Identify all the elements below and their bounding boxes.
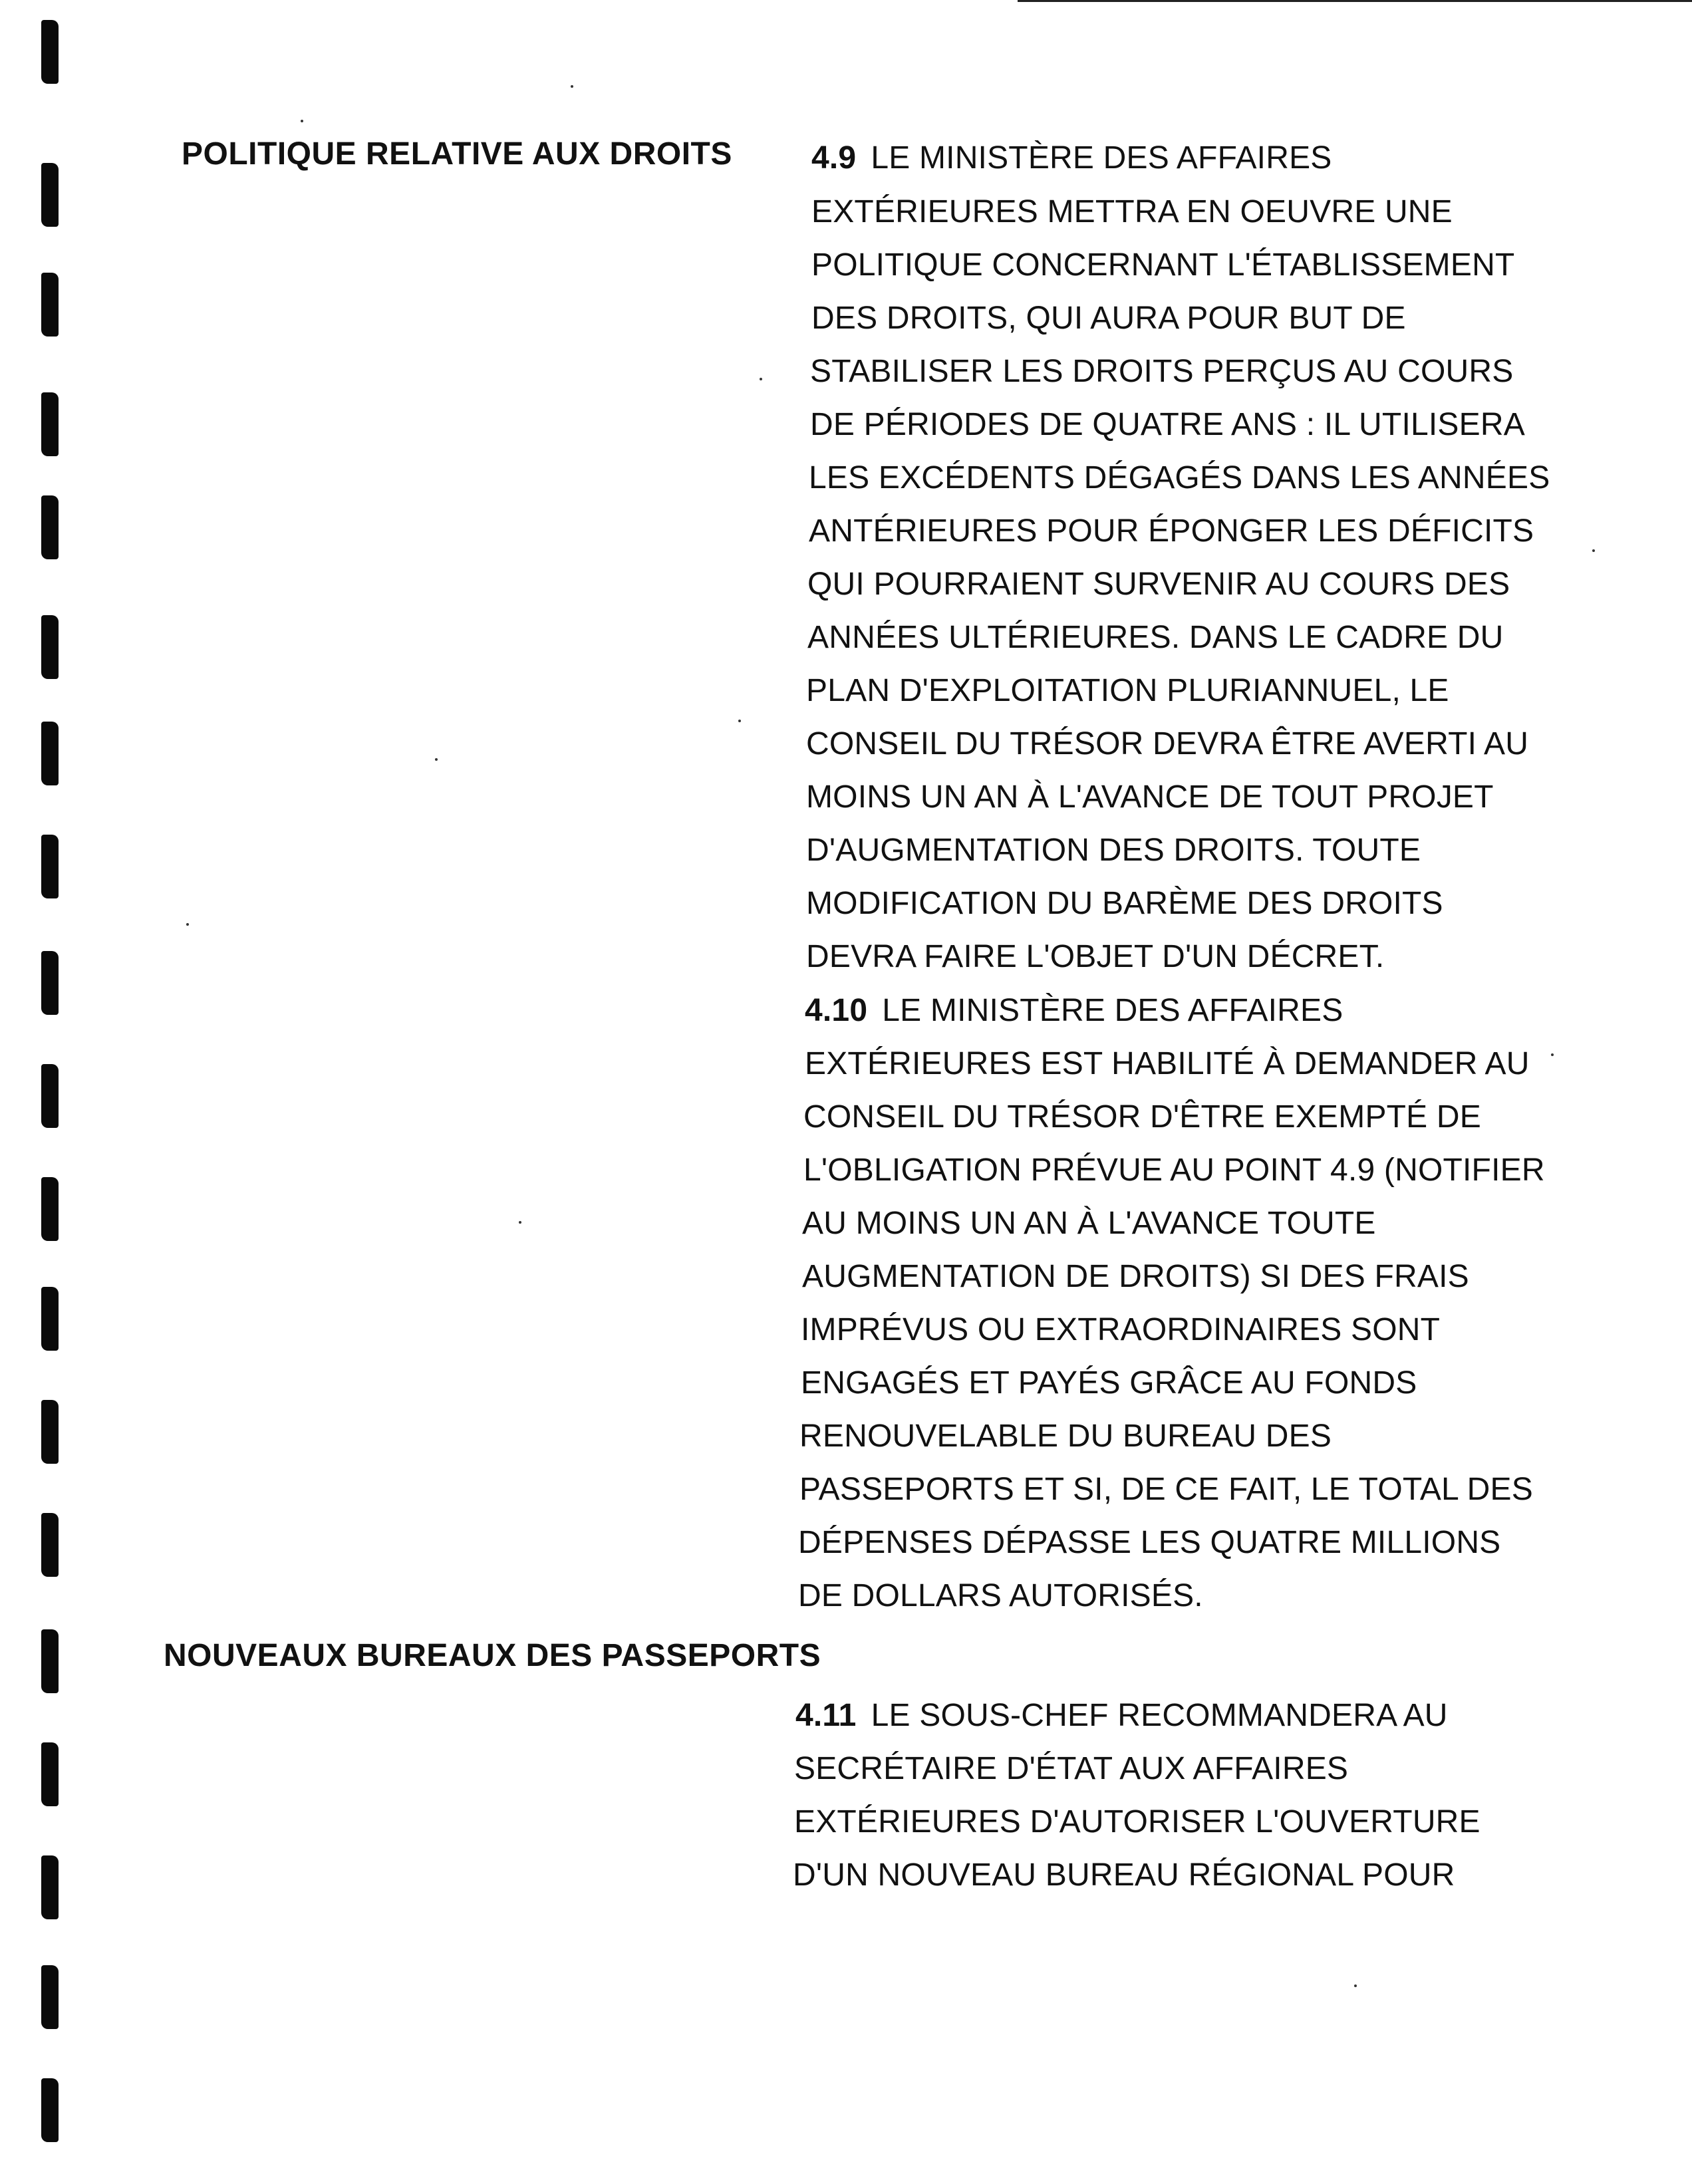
paragraph-line: D'UN NOUVEAU BUREAU RÉGIONAL POUR xyxy=(793,1857,1455,1893)
paragraph-line: EXTÉRIEURES EST HABILITÉ À DEMANDER AU xyxy=(805,1046,1530,1081)
binder-hole xyxy=(41,163,59,227)
binder-hole xyxy=(41,951,59,1015)
paragraph-line: RENOUVELABLE DU BUREAU DES xyxy=(799,1419,1332,1454)
paragraph-line: CONSEIL DU TRÉSOR D'ÊTRE EXEMPTÉ DE xyxy=(803,1099,1482,1135)
binder-hole xyxy=(41,1965,59,2029)
top-edge-rule xyxy=(1018,0,1692,2)
paragraph-number: 4.10 xyxy=(805,993,868,1028)
paragraph-line: MOINS UN AN À L'AVANCE DE TOUT PROJET xyxy=(806,779,1494,815)
paragraph-line: IMPRÉVUS OU EXTRAORDINAIRES SONT xyxy=(801,1312,1441,1347)
binder-hole xyxy=(41,2078,59,2142)
scan-speck xyxy=(571,85,573,88)
paragraph-line: L'OBLIGATION PRÉVUE AU POINT 4.9 (NOTIFIER xyxy=(803,1153,1545,1188)
paragraph-line: EXTÉRIEURES D'AUTORISER L'OUVERTURE xyxy=(794,1804,1480,1840)
binder-hole xyxy=(41,1855,59,1919)
paragraph-line: MODIFICATION DU BARÈME DES DROITS xyxy=(806,886,1443,921)
paragraph-line: SECRÉTAIRE D'ÉTAT AUX AFFAIRES xyxy=(794,1751,1349,1786)
paragraph-line: CONSEIL DU TRÉSOR DEVRA ÊTRE AVERTI AU xyxy=(806,726,1529,761)
section-heading-droits: POLITIQUE RELATIVE AUX DROITS xyxy=(182,136,732,172)
paragraph-line: D'AUGMENTATION DES DROITS. TOUTE xyxy=(806,833,1421,868)
paragraph-line: DES DROITS, QUI AURA POUR BUT DE xyxy=(811,301,1406,336)
binder-hole xyxy=(41,495,59,559)
paragraph-line: ANNÉES ULTÉRIEURES. DANS LE CADRE DU xyxy=(807,620,1504,655)
paragraph-line: AU MOINS UN AN À L'AVANCE TOUTE xyxy=(802,1206,1376,1241)
paragraph-line: EXTÉRIEURES METTRA EN OEUVRE UNE xyxy=(811,194,1453,229)
paragraph-number: 4.11 xyxy=(795,1698,857,1733)
paragraph-line: STABILISER LES DROITS PERÇUS AU COURS xyxy=(810,354,1514,389)
paragraph-line: ENGAGÉS ET PAYÉS GRÂCE AU FONDS xyxy=(801,1365,1417,1401)
binder-hole xyxy=(41,1513,59,1577)
binder-hole xyxy=(41,615,59,679)
scan-speck xyxy=(301,120,303,122)
scan-speck xyxy=(738,720,741,722)
paragraph-line: AUGMENTATION DE DROITS) SI DES FRAIS xyxy=(802,1259,1469,1294)
binder-hole xyxy=(41,1064,59,1128)
binder-hole xyxy=(41,1287,59,1351)
scan-speck xyxy=(186,923,189,926)
binder-hole xyxy=(41,1629,59,1693)
scan-speck xyxy=(760,378,762,380)
paragraph-line: DEVRA FAIRE L'OBJET D'UN DÉCRET. xyxy=(806,939,1385,974)
binder-hole xyxy=(41,1742,59,1806)
binder-hole xyxy=(41,1400,59,1464)
paragraph-line: POLITIQUE CONCERNANT L'ÉTABLISSEMENT xyxy=(811,247,1515,283)
scan-speck xyxy=(1354,1984,1357,1987)
scan-speck xyxy=(1592,549,1595,552)
paragraph-line: 4.11 LE SOUS-CHEF RECOMMANDERA AU xyxy=(795,1698,1448,1733)
paragraph-line: DÉPENSES DÉPASSE LES QUATRE MILLIONS xyxy=(798,1525,1501,1560)
section-heading-bureaux: NOUVEAUX BUREAUX DES PASSEPORTS xyxy=(164,1638,821,1673)
paragraph-line: LES EXCÉDENTS DÉGAGÉS DANS LES ANNÉES xyxy=(809,460,1550,495)
binder-holes xyxy=(37,0,77,2184)
paragraph-line: 4.9 LE MINISTÈRE DES AFFAIRES xyxy=(811,140,1332,176)
paragraph-line: PLAN D'EXPLOITATION PLURIANNUEL, LE xyxy=(806,673,1449,708)
scan-speck xyxy=(519,1221,521,1224)
paragraph-line: DE DOLLARS AUTORISÉS. xyxy=(798,1578,1203,1613)
scan-speck xyxy=(1551,1053,1554,1056)
paragraph-line: QUI POURRAIENT SURVENIR AU COURS DES xyxy=(807,567,1510,602)
binder-hole xyxy=(41,1177,59,1241)
binder-hole xyxy=(41,20,59,84)
paragraph-number: 4.9 xyxy=(811,140,857,176)
binder-hole xyxy=(41,835,59,898)
binder-hole xyxy=(41,273,59,337)
paragraph-line: PASSEPORTS ET SI, DE CE FAIT, LE TOTAL DES xyxy=(799,1472,1533,1507)
paragraph-line: 4.10 LE MINISTÈRE DES AFFAIRES xyxy=(805,993,1343,1028)
paragraph-line: DE PÉRIODES DE QUATRE ANS : IL UTILISERA xyxy=(810,407,1525,442)
binder-hole xyxy=(41,722,59,785)
scan-speck xyxy=(435,758,438,761)
paragraph-line: ANTÉRIEURES POUR ÉPONGER LES DÉFICITS xyxy=(809,513,1534,549)
binder-hole xyxy=(41,392,59,456)
